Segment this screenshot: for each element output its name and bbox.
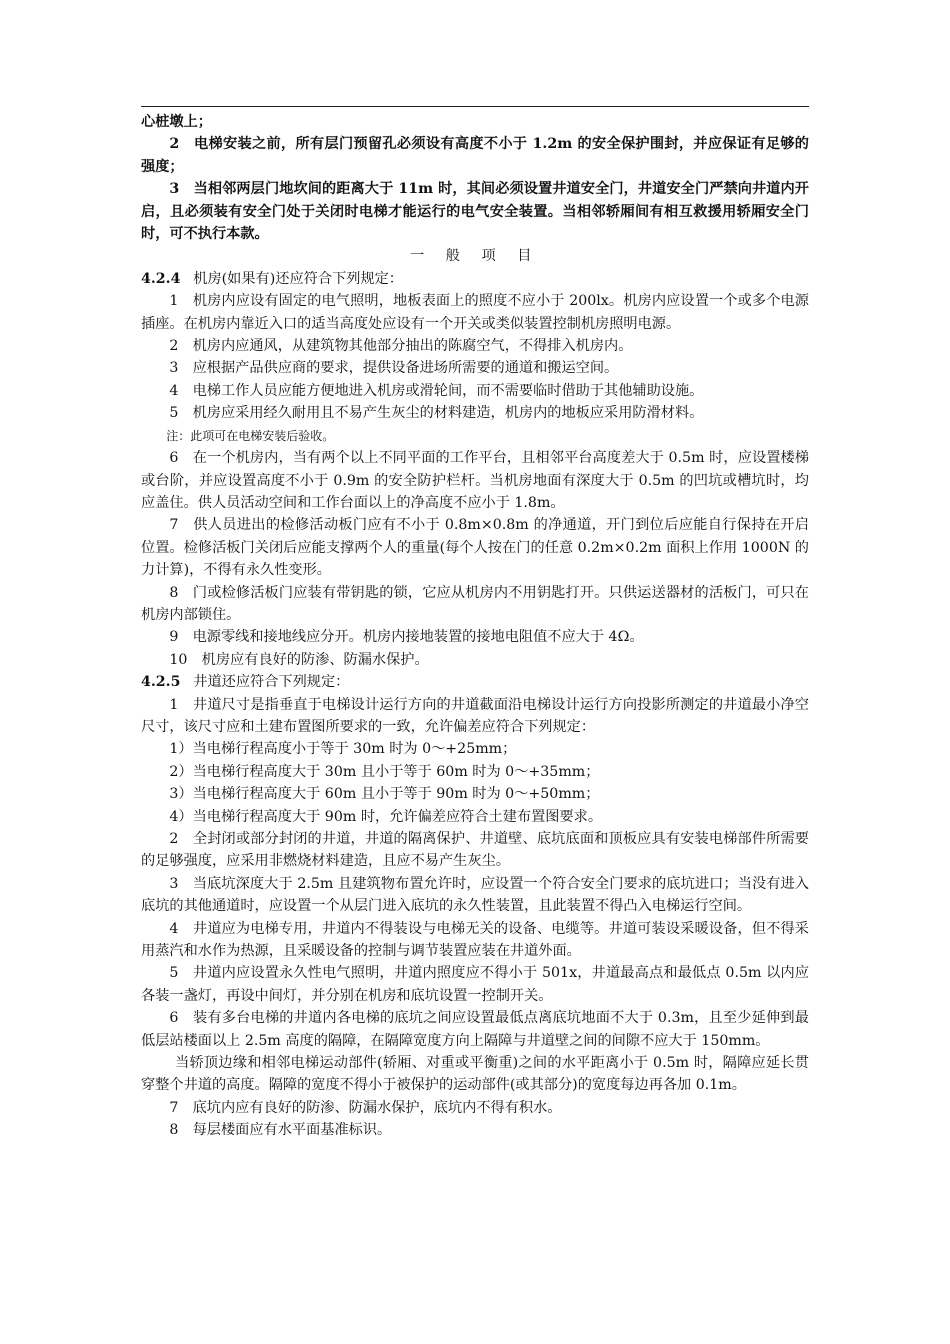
hoistway-item-2: 2 全封闭或部分封闭的井道，井道的隔离保护、井道壁、底坑底面和顶板应具有安装电梯部件所需要的足够强度，应采用非燃烧材料建造，且应不易产生灰尘。 (141, 831, 809, 870)
section-heading: 一 般 项 目 (410, 248, 540, 265)
hoistway-subitem-4: 4）当电梯行程高度大于 90m 时，允许偏差应符合土建布置图要求。 (169, 808, 603, 825)
hoistway-item-3: 3 当底坑深度大于 2.5m 且建筑物布置允许时，应设置一个符合安全门要求的底坑进口；当没有进入底坑的其他通道时，应设置一个从层门进入底坑的永久性装置，且此装置不得凸入电梯运行空间。 (141, 875, 809, 915)
machine-room-item-5: 5 机房应采用经久耐用且不易产生灰尘的材料建造，机房内的地板应采用防滑材料。 (169, 405, 704, 422)
paragraph-continuation: 心桩墩上； (141, 114, 212, 130)
section-number: 4.2.5 (141, 674, 181, 691)
machine-room-item-4: 4 电梯工作人员应能方便地进入机房或滑轮间，而不需要临时借助于其他辅助设施。 (169, 382, 704, 399)
document-body (141, 111, 809, 1142)
machine-room-item-7: 7 供人员进出的检修活动板门应有不小于 0.8m×0.8m 的净通道，开门到位后应能自行保持在开启位置。检修活板门关闭后应能支撑两个人的重量(每个人按在门的任意 0.2m×0.2m 面积上作用 1000N 的力计算)，不得有永久性变形。 (141, 517, 809, 579)
hoistway-subitem-2: 2）当电梯行程高度大于 30m 且小于等于 60m 时为 0～+35mm； (169, 763, 600, 780)
hoistway-item-6: 6 装有多台电梯的井道内各电梯的底坑之间应设置最低点离底坑地面不大于 0.3m，且至少延伸到最低层站楼面以上 2.5m 高度的隔障，在隔障宽度方向上隔障与井道壁之间的间隙不应大于 150mm。 (141, 1010, 809, 1049)
machine-room-item-9: 9 电源零线和接地线应分开。机房内接地装置的接地电阻值不应大于 4Ω。 (169, 629, 644, 646)
machine-room-item-2: 2 机房内应通风，从建筑物其他部分抽出的陈腐空气，不得排入机房内。 (169, 338, 633, 355)
section-title: 机房(如果有)还应符合下列规定： (193, 270, 403, 287)
hoistway-item-5: 5 井道内应设置永久性电气照明，井道内照度应不得小于 501x，井道最高点和最低点 0.5m 以内应各装一盏灯，再设中间灯，并分别在机房和底坑设置一控制开关。 (141, 965, 809, 1004)
hoistway-item-4: 4 井道应为电梯专用，井道内不得装设与电梯无关的设备、电缆等。井道可装设采暖设备，但不得采用蒸汽和水作为热源，且采暖设备的控制与调节装置应装在井道外面。 (141, 920, 809, 960)
header-rule (141, 106, 809, 107)
machine-room-item-3: 3 应根据产品供应商的要求，提供设备进场所需要的通道和搬运空间。 (169, 360, 619, 377)
clause-item-3: 3 当相邻两层门地坎间的距离大于 11m 时，其间必须设置井道安全门，井道安全门严禁向井道内开启，且必须装有安全门处于关闭时电梯才能运行的电气安全装置。当相邻轿厢间有相互救援用轿厢安全门时，可不执行本款。 (141, 181, 809, 243)
section-4-2-5 (141, 671, 809, 693)
hoistway-subitem-3: 3）当电梯行程高度大于 60m 且小于等于 90m 时为 0～+50mm； (169, 786, 600, 803)
hoistway-item-7: 7 底坑内应有良好的防渗、防漏水保护，底坑内不得有积水。 (169, 1099, 562, 1116)
machine-room-item-8: 8 门或检修活板门应装有带钥匙的锁，它应从机房内不用钥匙打开。只供运送器材的活板门，可只在机房内部锁住。 (141, 584, 809, 623)
hoistway-item-8: 8 每层楼面应有水平面基准标识。 (169, 1122, 392, 1139)
machine-room-item-1: 1 机房内应设有固定的电气照明，地板表面上的照度不应小于 200lx。机房内应设置一个或多个电源插座。在机房内靠近入口的适当高度处应设有一个开关或类似装置控制机房照明电源。 (141, 293, 809, 332)
clause-item-2: 2 电梯安装之前，所有层门预留孔必须设有高度不小于 1.2m 的安全保护围封，并应保证有足够的强度； (141, 136, 809, 175)
section-number: 4.2.4 (141, 270, 181, 287)
hoistway-subitem-1: 1）当电梯行程高度小于等于 30m 时为 0～+25mm； (169, 741, 517, 758)
machine-room-item-6: 6 在一个机房内，当有两个以上不同平面的工作平台，且相邻平台高度差大于 0.5m 时，应设置楼梯或台阶，并应设置高度不小于 0.9m 的安全防护栏杆。当机房地面有深度大于 0.5m 的凹坑或槽坑时，均应盖住。供人员活动空间和工作台面以上的净高度不应小于 1.8m。 (141, 450, 809, 511)
machine-room-note: 注：此项可在电梯安装后验收。 (166, 428, 335, 443)
section-title: 井道还应符合下列规定： (193, 674, 350, 691)
hoistway-item-6-continued: 当轿顶边缘和相邻电梯运动部件(轿厢、对重或平衡重)之间的水平距离小于 0.5m 时，隔障应延长贯穿整个井道的高度。隔障的宽度不得小于被保护的运动部件(或其部分)的宽度每边再各加 0.1m。 (141, 1055, 809, 1094)
machine-room-item-10: 10 机房应有良好的防渗、防漏水保护。 (169, 651, 429, 668)
section-4-2-4 (141, 268, 809, 290)
hoistway-item-1: 1 井道尺寸是指垂直于电梯设计运行方向的井道截面沿电梯设计运行方向投影所测定的井道最小净空尺寸，该尺寸应和土建布置图所要求的一致，允许偏差应符合下列规定： (141, 696, 809, 735)
